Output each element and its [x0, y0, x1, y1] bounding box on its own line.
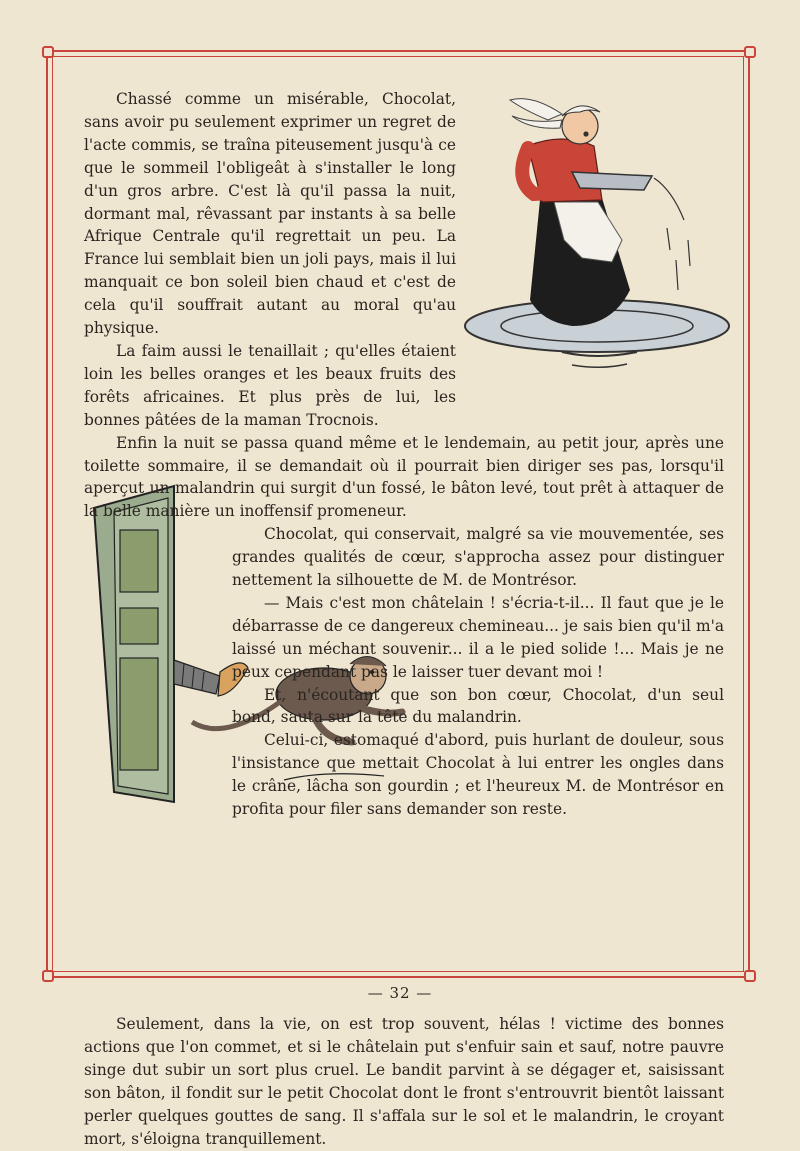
paragraph-4: Chocolat, qui conservait, malgré sa vie mouvementée, ses grandes qualités de cœur, s'approcha assez pour distinguer nettement la silhouette de M. de Montrésor.: [232, 525, 724, 590]
paragraph-5: — Mais c'est mon châtelain ! s'écria-t-il... Il faut que je le débarrasse de ce dangereux chemineau... je sais bien qu'il m'a laissé un méchant souvenir... il a le pied solide !... Mais je ne peux cependant pas le laisser tuer devant moi !: [232, 593, 724, 681]
page-number: — 32 —: [367, 984, 433, 1002]
corner-ornament-bottom-left: [42, 970, 54, 982]
paragraph-8: Seulement, dans la vie, on est trop souvent, hélas ! victime des bonnes actions que l'on commet, et si le châtelain put s'enfuir sain et sauf, notre pauvre singe dut subir un sort plus cruel. Le bandit parvint à se dégager et, saisissant son bâton, il fondit sur le petit Chocolat dont le front s'entrouvrit bientôt laissant perler quelques gouttes de sang. Il s'affala sur le sol et le malandrin, le croyant mort, s'éloigna tranquillement.: [84, 1015, 724, 1148]
paragraph-6: Et, n'écoutant que son bon cœur, Chocolat, d'un seul bond, sauta sur la tête du malandrin.: [232, 685, 724, 727]
paragraph-3: Enfin la nuit se passa quand même et le lendemain, au petit jour, après une toilette sommaire, il se demandait où il pourrait bien diriger ses pas, lorsqu'il aperçut un malandrin qui surgit d'un fossé, le bâton levé, tout prêt à attaquer de la belle manière un inoffensif promeneur.: [84, 433, 724, 521]
door-illustration-space: [84, 523, 232, 863]
corner-ornament-top-left: [42, 46, 54, 58]
paragraph-2: La faim aussi le tenaillait ; qu'elles étaient loin les belles oranges et les beaux fruits des forêts africaines. Et plus près de lui, les bonnes pâtées de la maman Trocnois.: [84, 341, 456, 429]
maid-illustration-space: [456, 88, 724, 406]
paragraph-1: Chassé comme un misérable, Chocolat, sans avoir pu seulement exprimer un regret de l'acte commis, se traîna piteusement jusqu'à ce que le sommeil l'obligeât à s'installer le long d'un gros arbre. C'est là qu'il passa la nuit, dormant mal, rêvassant par instants à sa belle Afrique Centrale qu'il regrettait un peu. La France lui semblait bien un joli pays, mais il lui manquait ce bon soleil bien chaud et c'est de cela qu'il souffrait autant au moral qu'au physique.: [84, 90, 456, 338]
corner-ornament-bottom-right: [744, 970, 756, 982]
paragraph-7: Celui-ci, estomaqué d'abord, puis hurlant de douleur, sous l'insistance que mettait Chocolat à lui entrer les ongles dans le crâne, lâcha son gourdin ; et l'heureux M. de Montrésor en profita pour filer sans demander son reste.: [232, 731, 724, 819]
corner-ornament-top-right: [744, 46, 756, 58]
